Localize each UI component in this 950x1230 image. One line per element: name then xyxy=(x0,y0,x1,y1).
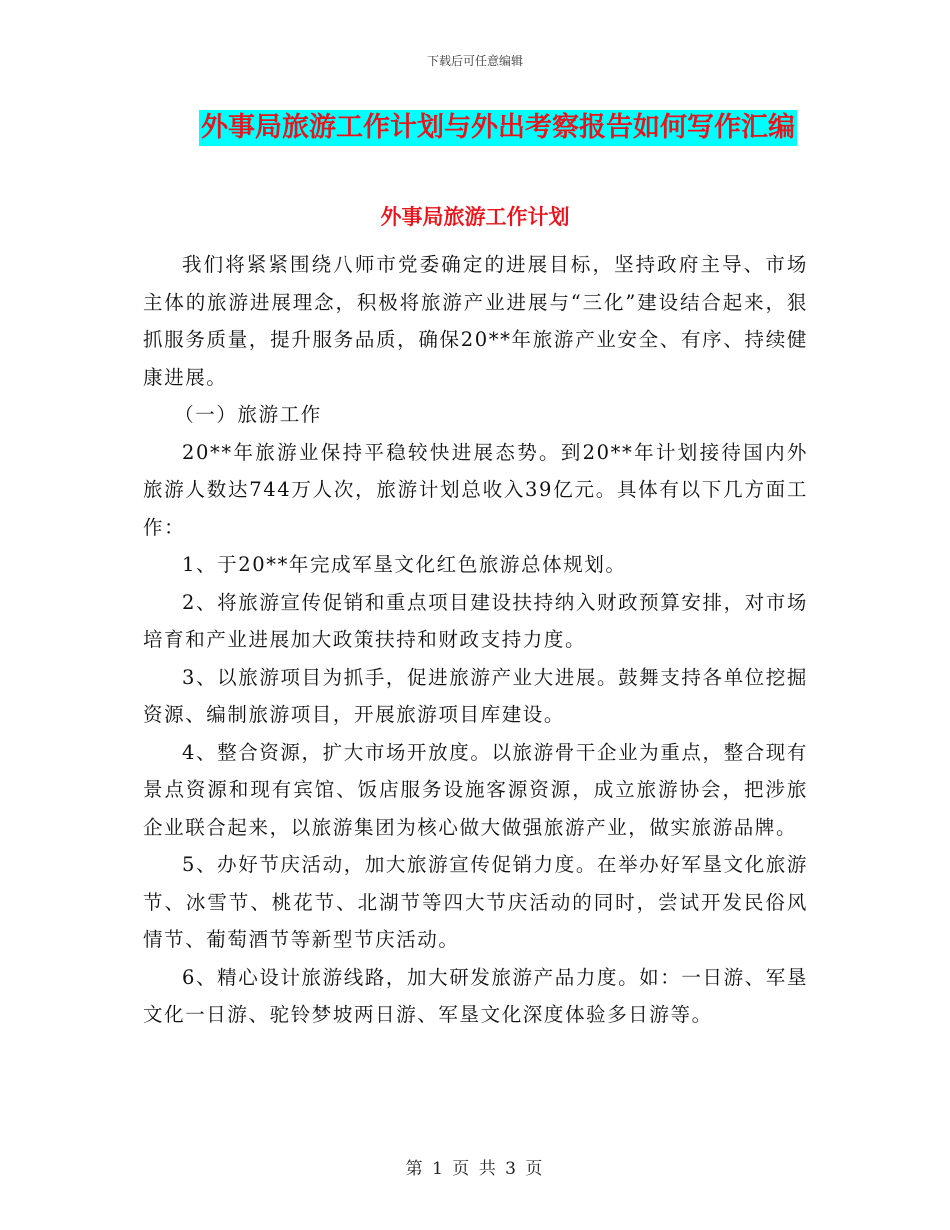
page-header-note: 下载后可任意编辑 xyxy=(426,54,523,68)
list-item-4: 4、整合资源，扩大市场开放度。以旅游骨干企业为重点，整合现有景点资源和现有宾馆、饭店服务设施客源资源，成立旅游协会，把涉旅企业联合起来，以旅游集团为核心做大做强旅游产业，做实旅游品牌。 xyxy=(143,740,808,839)
list-item-6: 6、精心设计旅游线路，加大研发旅游产品力度。如：一日游、军垦文化一日游、驼铃梦坡两日游、军垦文化深度体验多日游等。 xyxy=(143,965,808,1026)
document-title: 外事局旅游工作计划与外出考察报告如何写作汇编 xyxy=(199,110,797,146)
subheading-tourism-work: （一）旅游工作 xyxy=(174,403,322,426)
document-title-container xyxy=(0,110,950,146)
document-body xyxy=(143,246,808,1034)
list-item-5: 5、办好节庆活动，加大旅游宣传促销力度。在举办好军垦文化旅游节、冰雪节、桃花节、北湖节等四大节庆活动的同时，尝试开发民俗风情节、葡萄酒节等新型节庆活动。 xyxy=(143,853,808,951)
page-footer-number: 第 1 页 共 3 页 xyxy=(405,1159,545,1179)
list-item-3: 3、以旅游项目为抓手，促进旅游产业大进展。鼓舞支持各单位挖掘资源、编制旅游项目，开展旅游项目库建设。 xyxy=(143,665,808,726)
section-title: 外事局旅游工作计划 xyxy=(380,205,570,229)
list-item-2: 2、将旅游宣传促销和重点项目建设扶持纳入财政预算安排，对市场培育和产业进展加大政策扶持和财政支持力度。 xyxy=(143,590,808,651)
paragraph-intro: 我们将紧紧围绕八师市党委确定的进展目标，坚持政府主导、市场主体的旅游进展理念，积极将旅游产业进展与“三化”建设结合起来，狠抓服务质量，提升服务品质，确保20**年旅游产业安全、有序、持续健康进展。 xyxy=(143,253,808,389)
list-item-1: 1、于20**年完成军垦文化红色旅游总体规划。 xyxy=(182,553,627,576)
paragraph-overview: 20**年旅游业保持平稳较快进展态势。到20**年计划接待国内外旅游人数达744万人次，旅游计划总收入39亿元。具体有以下几方面工作： xyxy=(143,440,808,539)
